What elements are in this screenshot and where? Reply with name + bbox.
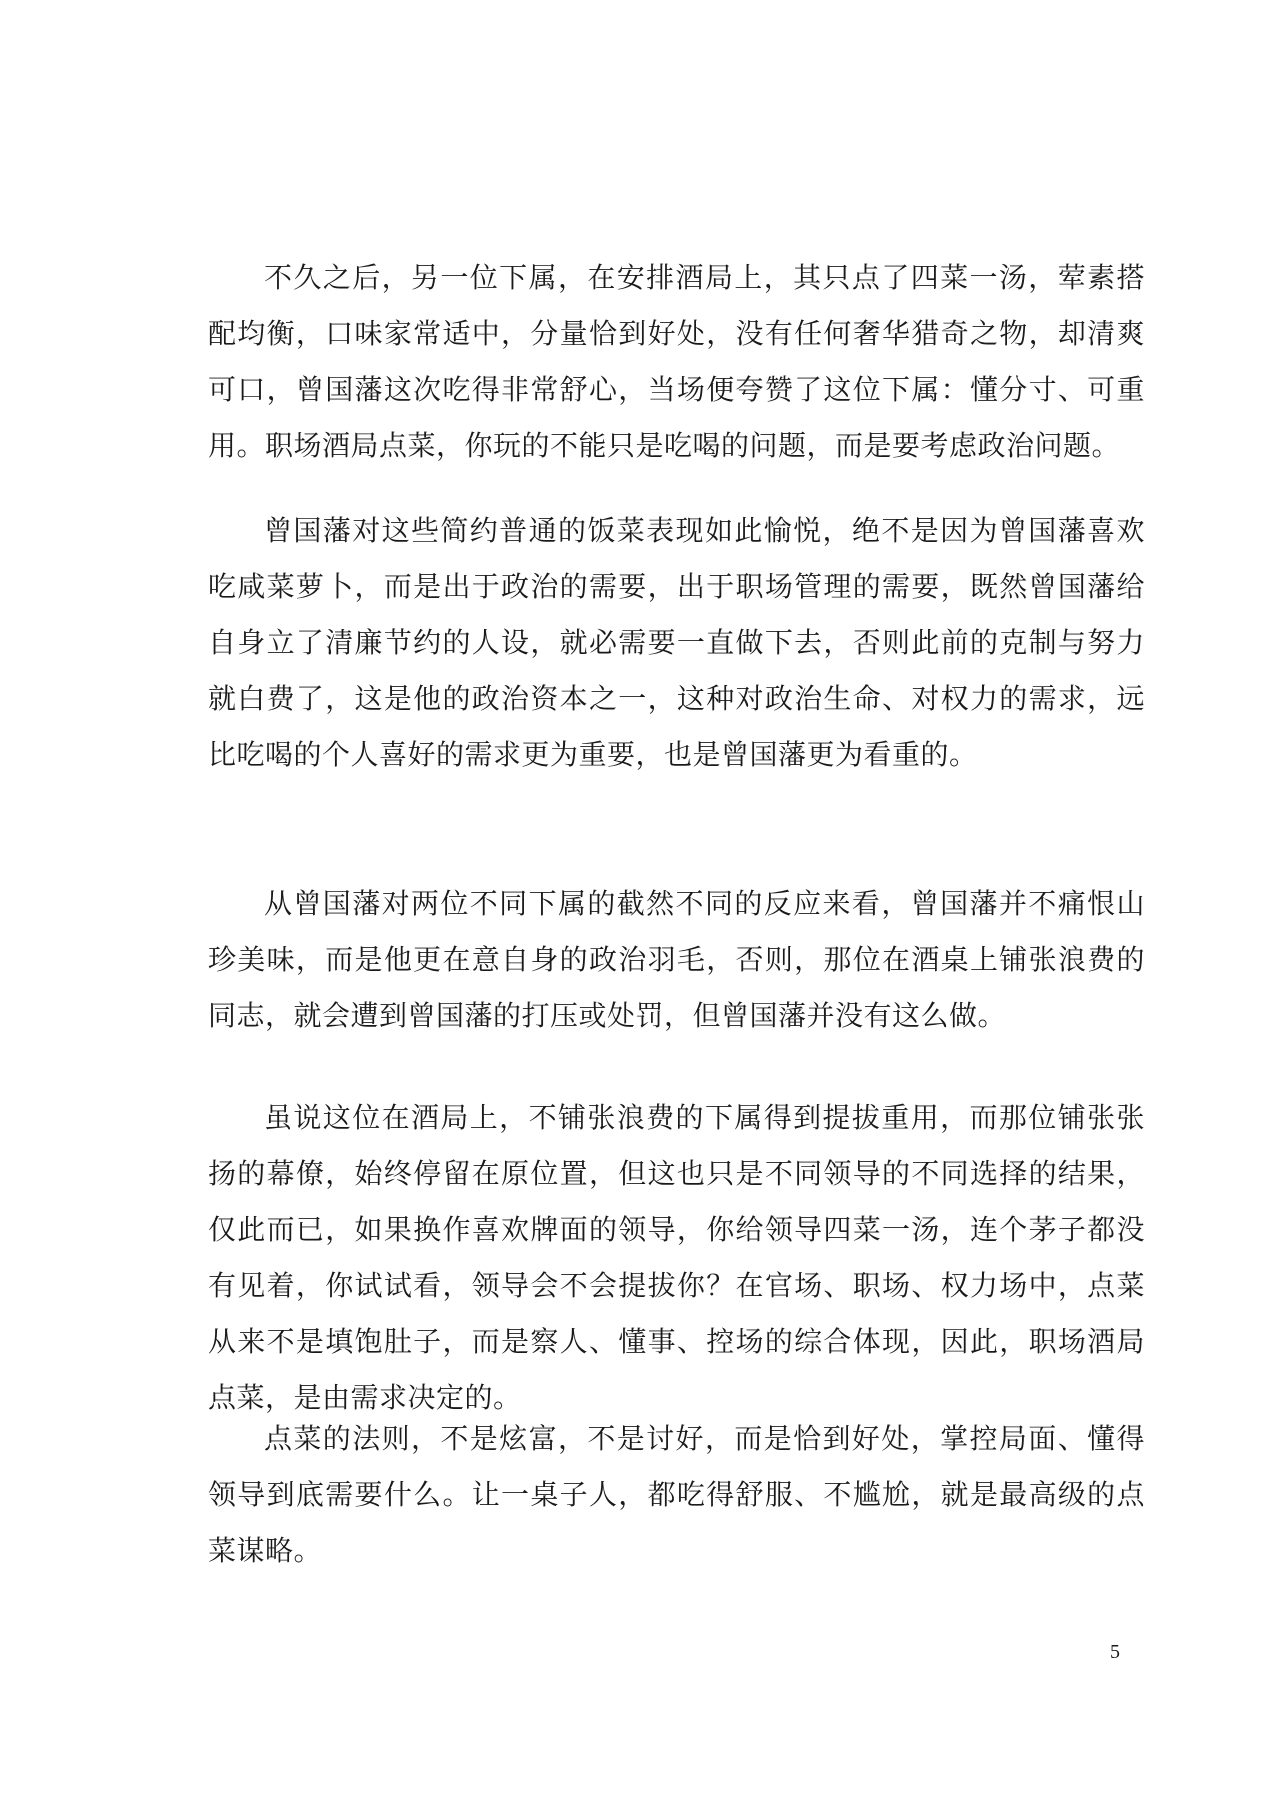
body-paragraph: 不久之后，另一位下属，在安排酒局上，其只点了四菜一汤，荤素搭配均衡，口味家常适中，分量恰到好处，没有任何奢华猎奇之物，却清爽可口，曾国藩这次吃得非常舒心，当场便夸赞了这位下属：懂分寸、可重用。职场酒局点菜，你玩的不能只是吃喝的问题，而是要考虑政治问题。	[208, 261, 1145, 462]
body-paragraph: 虽说这位在酒局上，不铺张浪费的下属得到提拔重用，而那位铺张张扬的幕僚，始终停留在原位置，但这也只是不同领导的不同选择的结果，仅此而已，如果换作喜欢牌面的领导，你给领导四菜一汤，连个茅子都没有见着，你试试看，领导会不会提拔你？在官场、职场、权力场中，点菜从来不是填饱肚子，而是察人、懂事、控场的综合体现，因此，职场酒局点菜，是由需求决定的。	[208, 1101, 1145, 1414]
body-paragraph: 点菜的法则，不是炫富，不是讨好，而是恰到好处，掌控局面、懂得领导到底需要什么。让一桌子人，都吃得舒服、不尴尬，就是最高级的点菜谋略。	[208, 1422, 1145, 1567]
body-paragraph: 曾国藩对这些简约普通的饭菜表现如此愉悦，绝不是因为曾国藩喜欢吃咸菜萝卜，而是出于政治的需要，出于职场管理的需要，既然曾国藩给自身立了清廉节约的人设，就必需要一直做下去，否则此前的克制与努力就白费了，这是他的政治资本之一，这种对政治生命、对权力的需求，远比吃喝的个人喜好的需求更为重要，也是曾国藩更为看重的。	[208, 514, 1145, 771]
page-number: 5	[1110, 1641, 1120, 1663]
body-paragraph: 从曾国藩对两位不同下属的截然不同的反应来看，曾国藩并不痛恨山珍美味，而是他更在意自身的政治羽毛，否则，那位在酒桌上铺张浪费的同志，就会遭到曾国藩的打压或处罚，但曾国藩并没有这么做。	[208, 887, 1145, 1032]
